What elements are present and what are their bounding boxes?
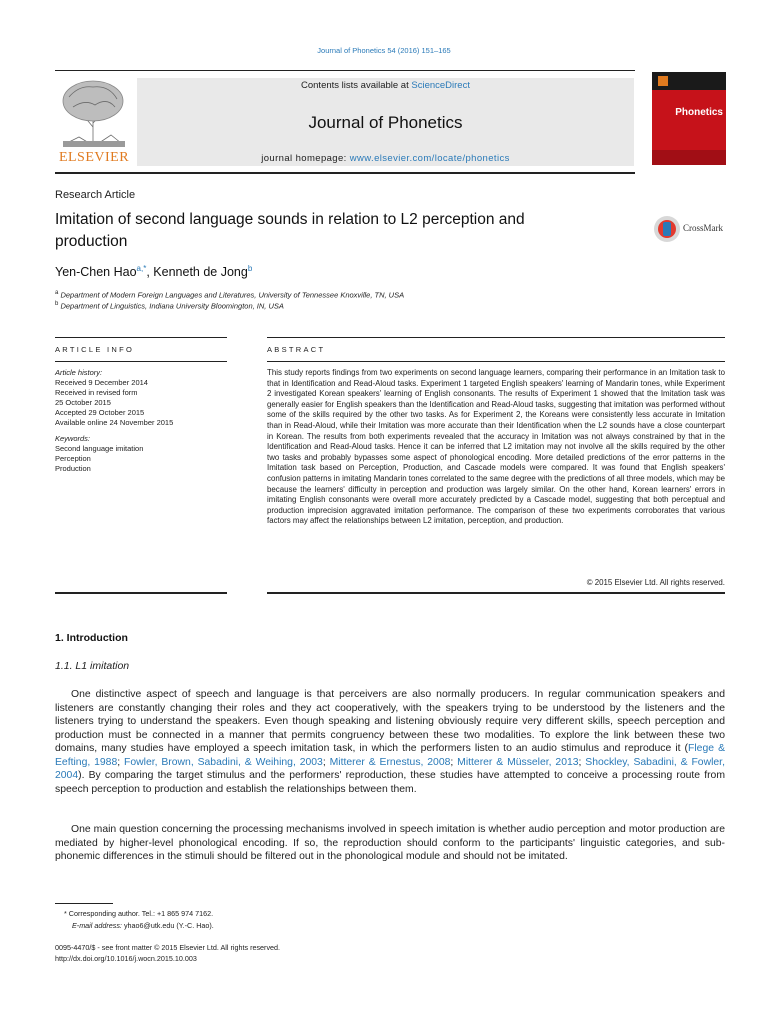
- paragraph-text: One distinctive aspect of speech and language is that perceivers are also normally producers. In regular communication speakers and listeners are constantly changing their roles and they act cooperatively, with the speakers trying to be understood by the listeners and the listeners trying to understand the speakers. Even though speaking and listening obviously require very different skills, speech perception and production must be connected in a manner that permits congruency between these two modalities. To explore the link between these two domains, many studies have employed a speech imitation task, in which the performers listen to an audio stimulus and reproduce it (: [55, 689, 725, 754]
- author-name[interactable]: Yen-Chen Hao: [55, 265, 137, 280]
- abstract-rule-2: [267, 361, 725, 362]
- section-heading: 1. Introduction: [55, 632, 128, 644]
- history-item: Received in revised form: [55, 388, 138, 397]
- journal-title: Journal of Phonetics: [308, 113, 463, 132]
- citation-link[interactable]: Mitterer & Müsseler, 2013: [457, 756, 579, 768]
- contents-line: [137, 80, 634, 91]
- sciencedirect-link[interactable]: ScienceDirect: [411, 80, 470, 91]
- abstract-heading: ABSTRACT: [267, 345, 326, 354]
- homepage-prefix: journal homepage:: [261, 153, 350, 164]
- issn-line: 0095-4470/$ - see front matter © 2015 Elsevier Ltd. All rights reserved.: [55, 943, 281, 952]
- affiliation-a: [55, 290, 404, 300]
- author-name[interactable]: Kenneth de Jong: [153, 265, 248, 280]
- doi-link[interactable]: http://dx.doi.org/10.1016/j.wocn.2015.10.003: [55, 954, 197, 963]
- author-separator: ,: [146, 265, 154, 280]
- article-info-rule: [55, 337, 227, 338]
- article-type: Research Article: [55, 189, 136, 201]
- keyword-item: Production: [55, 464, 91, 473]
- article-info-bottom-rule: [55, 592, 227, 594]
- history-label: Article history:: [55, 368, 103, 377]
- history-item: Accepted 29 October 2015: [55, 408, 145, 417]
- abstract-bottom-rule: [267, 592, 725, 594]
- email-note: [72, 921, 214, 930]
- history-item: Available online 24 November 2015: [55, 418, 174, 427]
- footnote-rule: [55, 903, 113, 904]
- masthead-rule: [55, 172, 635, 174]
- author-affiliation-marker[interactable]: b: [247, 264, 253, 273]
- citation-link[interactable]: Mitterer & Ernestus, 2008: [329, 756, 451, 768]
- paragraph-text: ). By comparing the target stimulus and the performers' reproduction, these studies have attempted to conceive a processing route from speech perception to production and establish the relationships between them.: [55, 770, 725, 795]
- homepage-link[interactable]: www.elsevier.com/locate/phonetics: [349, 153, 510, 164]
- citation-separator: ;: [450, 756, 458, 768]
- abstract-text: This study reports findings from two experiments on second language learners, comparing their performance in an Imitation task to that in Identification and Read-Aloud tasks. Experiment 1 targeted English speakers' learning of Mandarin tones, while Experiment 2 investigated Korean speakers' learning of English consonants. The results of Experiment 1 showed that the Imitation task was generally easier for English speakers than the Identification and Read-Aloud tasks, suggesting that imitation was performed without some of the skills required by the other two tasks. As for Experiment 2, the Koreans were consistently less accurate in Imitation than in Read-Aloud, while their Imitation was more accurate than their Identification when the L2 sounds have a close counterpart in Korean. The results from both experiments revealed that the accuracy in Imitation was not always constrained by that in the Identification and Read-Aloud tasks. Hence it can be inferred that L2 imitation may not involve all the skills required by the other two tasks and probably bypasses some aspect of phonological encoding. More detailed predictions of the error patterns in the Imitation task based on Perception, Production, and Cascade models were compared. It was found that English speakers' confusion patterns in imitating Mandarin tones correlated to the same degree with the predictions of all three models, which may be because the learners' difficulty in perception and production was largely similar. On the other hand, Korean learners' errors in imitating English consonants were overall more accurately predicted by a Cascade model, suggesting that both perceptual and production imprecision aggravated imitation performance. The comparison of these two experiments corroborates that various factors may affect the relationships between L2 imitation, perception, and production.: [267, 368, 725, 526]
- citation-link[interactable]: Shockley, Sabadini, & Fowler, 2004: [55, 756, 725, 781]
- history-item: Received 9 December 2014: [55, 378, 148, 387]
- citation-separator: ;: [117, 756, 124, 768]
- article-info-rule-2: [55, 361, 227, 362]
- affiliation-marker: a: [55, 290, 59, 296]
- email-address[interactable]: yhao6@utk.edu (Y.-C. Hao).: [123, 921, 214, 930]
- keywords-label: Keywords:: [55, 434, 91, 443]
- body-paragraph-1: [55, 688, 725, 796]
- affiliation-b: [55, 301, 284, 311]
- affiliation-text: Department of Linguistics, Indiana University Bloomington, IN, USA: [60, 301, 284, 311]
- elsevier-wordmark: ELSEVIER: [58, 150, 130, 165]
- keyword-item: Second language imitation: [55, 444, 144, 453]
- journal-citation[interactable]: Journal of Phonetics 54 (2016) 151–165: [317, 46, 451, 55]
- abstract-rule: [267, 337, 725, 338]
- email-label: E-mail address:: [72, 921, 124, 930]
- article-history: [55, 368, 235, 474]
- header-rule: [55, 70, 635, 71]
- body-paragraph-2: One main question concerning the processing mechanisms involved in speech imitation is whether audio perception and motor production are mediated by higher-level phonological encoding. If so, the reproduction should conform to the participants' linguistic categories, and sub-phonemic differences in the stimuli should be filtered out in the phonological module and should not be imitated.: [55, 824, 725, 862]
- cover-title: Phonetics: [675, 107, 723, 118]
- citation-link[interactable]: Flege & Eefting, 1988: [55, 743, 725, 768]
- article-info-heading: ARTICLE INFO: [55, 345, 135, 354]
- journal-cover-image[interactable]: [652, 72, 726, 165]
- abstract-copyright: © 2015 Elsevier Ltd. All rights reserved.: [586, 578, 725, 587]
- citation-link[interactable]: Fowler, Brown, Sabadini, & Weihing, 2003: [124, 756, 323, 768]
- affiliation-text: Department of Modern Foreign Languages and Literatures, University of Tennessee Knoxville, TN, USA: [60, 290, 405, 300]
- keyword-item: Perception: [55, 454, 91, 463]
- author-list: [55, 264, 252, 279]
- crossmark-icon: [653, 214, 683, 244]
- homepage-line: [137, 153, 634, 164]
- history-item: 25 October 2015: [55, 398, 111, 407]
- article-title: Imitation of second language sounds in relation to L2 perception and production: [55, 211, 525, 250]
- affiliation-marker: b: [55, 301, 59, 307]
- contents-prefix: Contents lists available at: [301, 80, 412, 91]
- citation-separator: ;: [322, 756, 330, 768]
- subsection-heading: 1.1. L1 imitation: [55, 660, 130, 672]
- citation-separator: ;: [578, 756, 586, 768]
- crossmark-label: CrossMark: [683, 223, 723, 233]
- author-affiliation-marker[interactable]: a,*: [136, 264, 147, 273]
- corresponding-author-note: * Corresponding author. Tel.: +1 865 974 7162.: [64, 909, 214, 918]
